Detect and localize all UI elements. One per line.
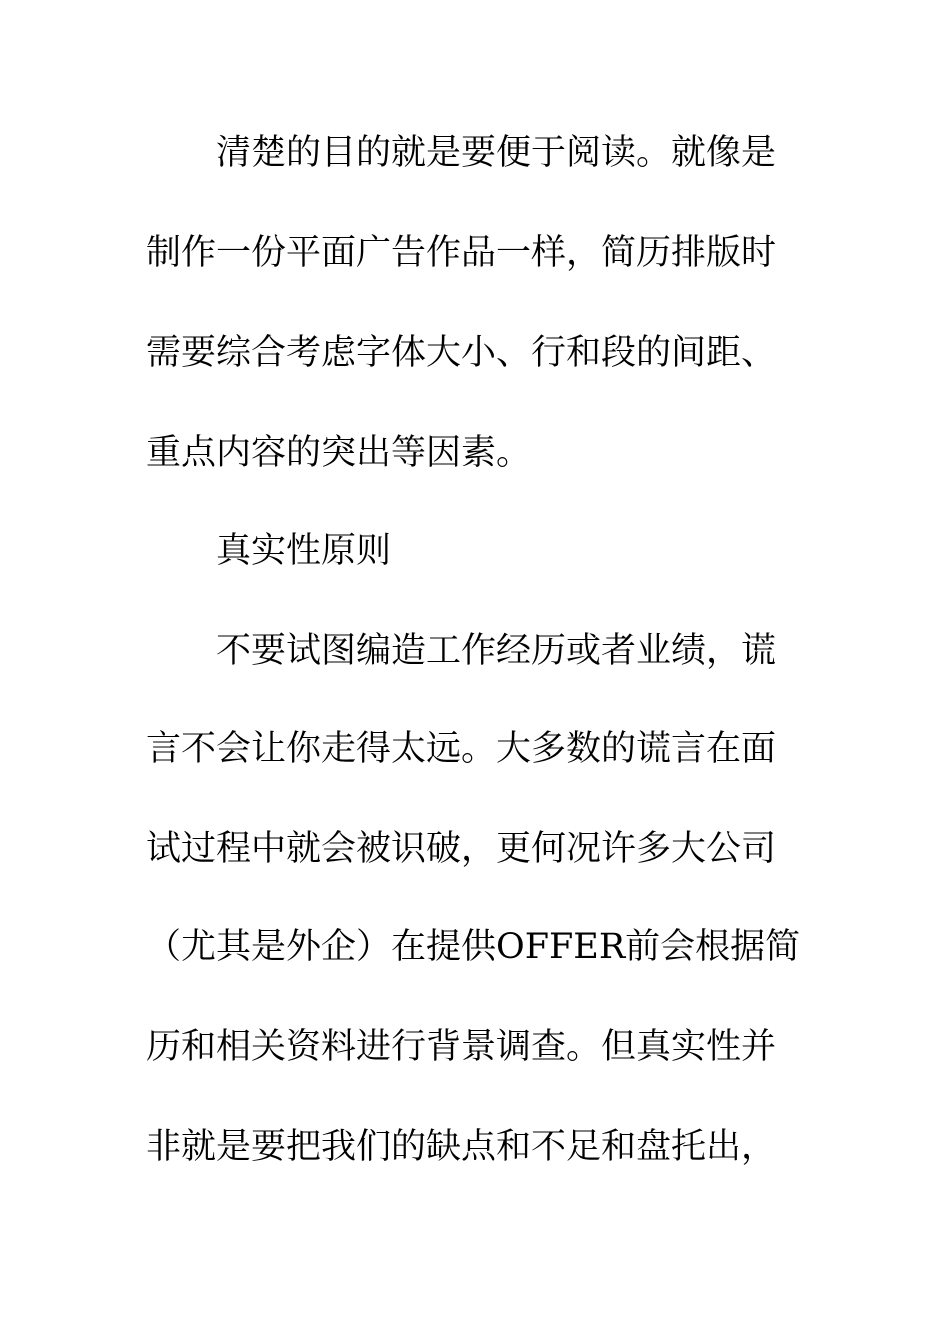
paragraph-line: 重点内容的突出等因素。 [146,433,532,473]
paragraph-line: 试过程中就会被识破，更何况许多大公司 [146,829,777,869]
paragraph-line: 需要综合考虑字体大小、行和段的间距、 [146,333,777,373]
paragraph-line: （尤其是外企）在提供OFFER前会根据简 [146,927,801,967]
paragraph-line: 历和相关资料进行背景调查。但真实性并 [146,1027,777,1067]
paragraph-line: 制作一份平面广告作品一样，简历排版时 [146,233,777,273]
paragraph-line: 清楚的目的就是要便于阅读。就像是 [216,133,777,173]
paragraph-line: 不要试图编造工作经历或者业绩，谎 [216,631,777,671]
section-heading: 真实性原则 [216,531,392,571]
paragraph-line: 言不会让你走得太远。大多数的谎言在面 [146,729,777,769]
paragraph-line: 非就是要把我们的缺点和不足和盘托出， [146,1127,777,1167]
